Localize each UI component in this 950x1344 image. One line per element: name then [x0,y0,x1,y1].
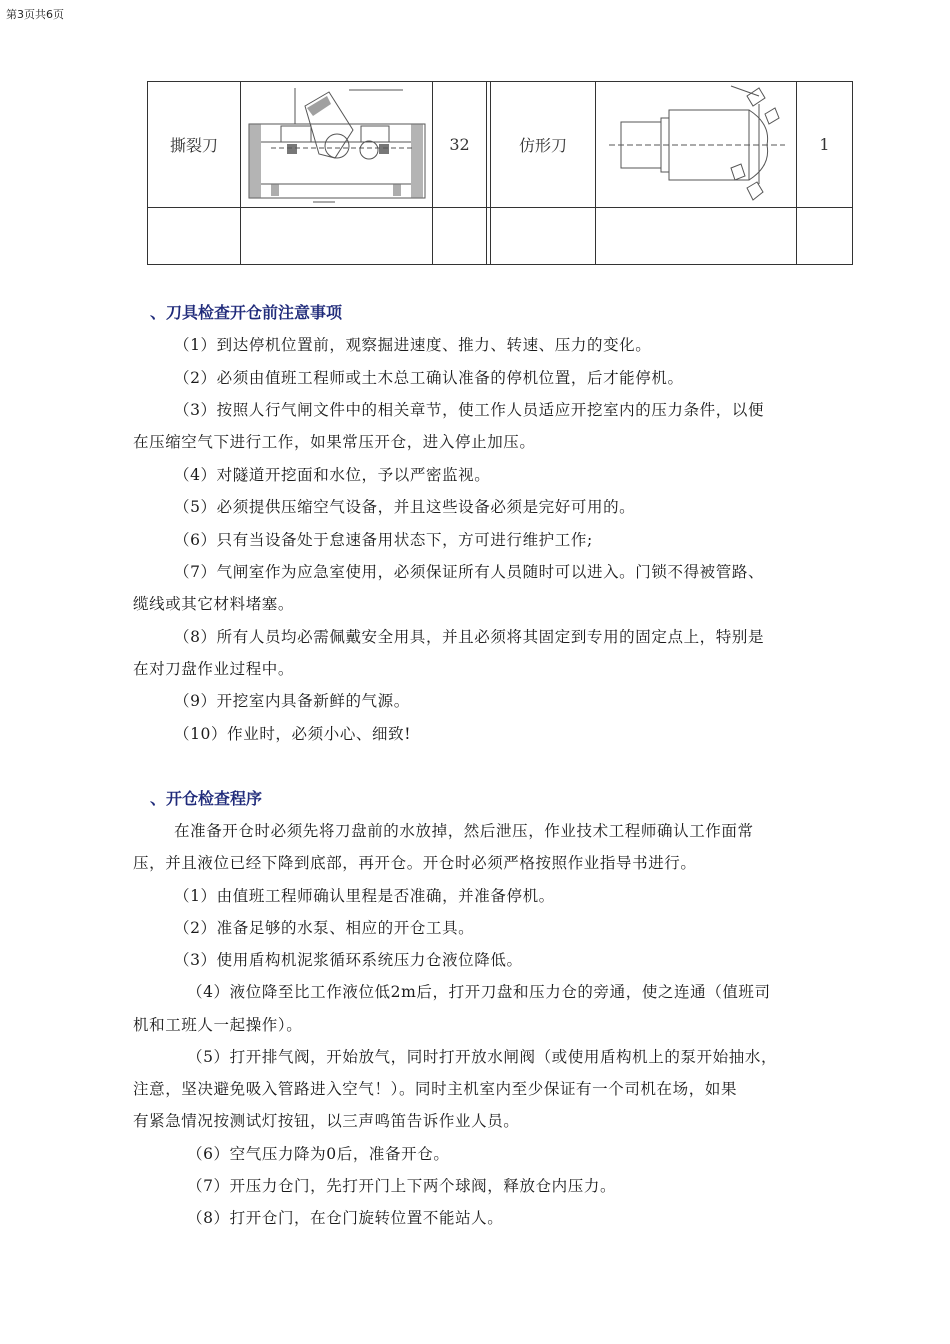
list-item-continuation: 缆线或其它材料堵塞。 [133,595,295,613]
list-item-continuation: 机和工班人一起操作）。 [133,1016,303,1034]
section-title-opening-procedure: 、开仓检查程序 [150,789,263,808]
list-item-continuation: 有紧急情况按测试灯按钮，以三声鸣笛告诉作业人员。 [133,1112,520,1130]
list-item: （8）所有人员均必需佩戴安全用具，并且必须将其固定到专用的固定点上，特别是 [174,628,765,646]
list-item: （6）只有当设备处于怠速备用状态下，方可进行维护工作; [174,531,593,549]
list-item: （2）必须由值班工程师或土木总工确认准备的停机位置，后才能停机。 [174,369,684,387]
tool-name-copy-cutter: 仿形刀 [518,136,567,155]
list-item-continuation: 注意，坚决避免吸入管路进入空气！）。同时主机室内至少保证有一个司机在场，如果 [133,1080,738,1098]
list-item-continuation: 在对刀盘作业过程中。 [133,660,295,678]
list-item: （9）开挖室内具备新鲜的气源。 [174,692,410,710]
list-item: （10）作业时，必须小心、细致! [174,725,412,743]
copy-cutter-drawing [599,84,793,206]
section-title-tool-inspection: 、刀具检查开仓前注意事项 [150,303,343,322]
list-item: （3）按照人行气闸文件中的相关章节，使工作人员适应开挖室内的压力条件，以便 [174,401,765,419]
tool-table [147,81,853,265]
list-item: （4）对隧道开挖面和水位，予以严密监视。 [174,466,491,484]
list-item: （2）准备足够的水泵、相应的开仓工具。 [174,919,475,937]
list-item: （3）使用盾构机泥浆循环系统压力仓液位降低。 [174,951,523,969]
list-item: （7）气闸室作为应急室使用，必须保证所有人员随时可以进入。门锁不得被管路、 [174,563,765,581]
list-item: （8）打开仓门，在仓门旋转位置不能站人。 [187,1209,504,1227]
list-item: （1）由值班工程师确认里程是否准确，并准备停机。 [174,887,555,905]
list-item: （1）到达停机位置前，观察掘进速度、推力、转速、压力的变化。 [174,336,652,354]
list-item: （7）开压力仓门，先打开门上下两个球阀，释放仓内压力。 [187,1177,617,1195]
paragraph: 在准备开仓时必须先将刀盘前的水放掉，然后泄压，作业技术工程师确认工作面常 [174,822,754,840]
list-item: （4）液位降至比工作液位低2m后，打开刀盘和压力仓的旁通，使之连通（值班司 [187,983,771,1001]
tool-qty-ripper: 32 [449,135,470,154]
paragraph-continuation: 压，并且液位已经下降到底部，再开仓。开仓时必须严格按照作业指导书进行。 [133,854,697,872]
list-item: （6）空气压力降为0后，准备开仓。 [187,1145,450,1163]
page-number-label: 第3页共6页 [6,8,64,21]
tool-name-ripper: 撕裂刀 [169,136,218,155]
list-item: （5）必须提供压缩空气设备，并且这些设备必须是完好可用的。 [174,498,636,516]
tool-qty-copy-cutter: 1 [819,135,830,154]
ripper-cutter-drawing [243,84,429,206]
list-item-continuation: 在压缩空气下进行工作，如果常压开仓，进入停止加压。 [133,433,536,451]
list-item: （5）打开排气阀，开始放气，同时打开放水闸阀（或使用盾构机上的泵开始抽水， [187,1048,778,1066]
